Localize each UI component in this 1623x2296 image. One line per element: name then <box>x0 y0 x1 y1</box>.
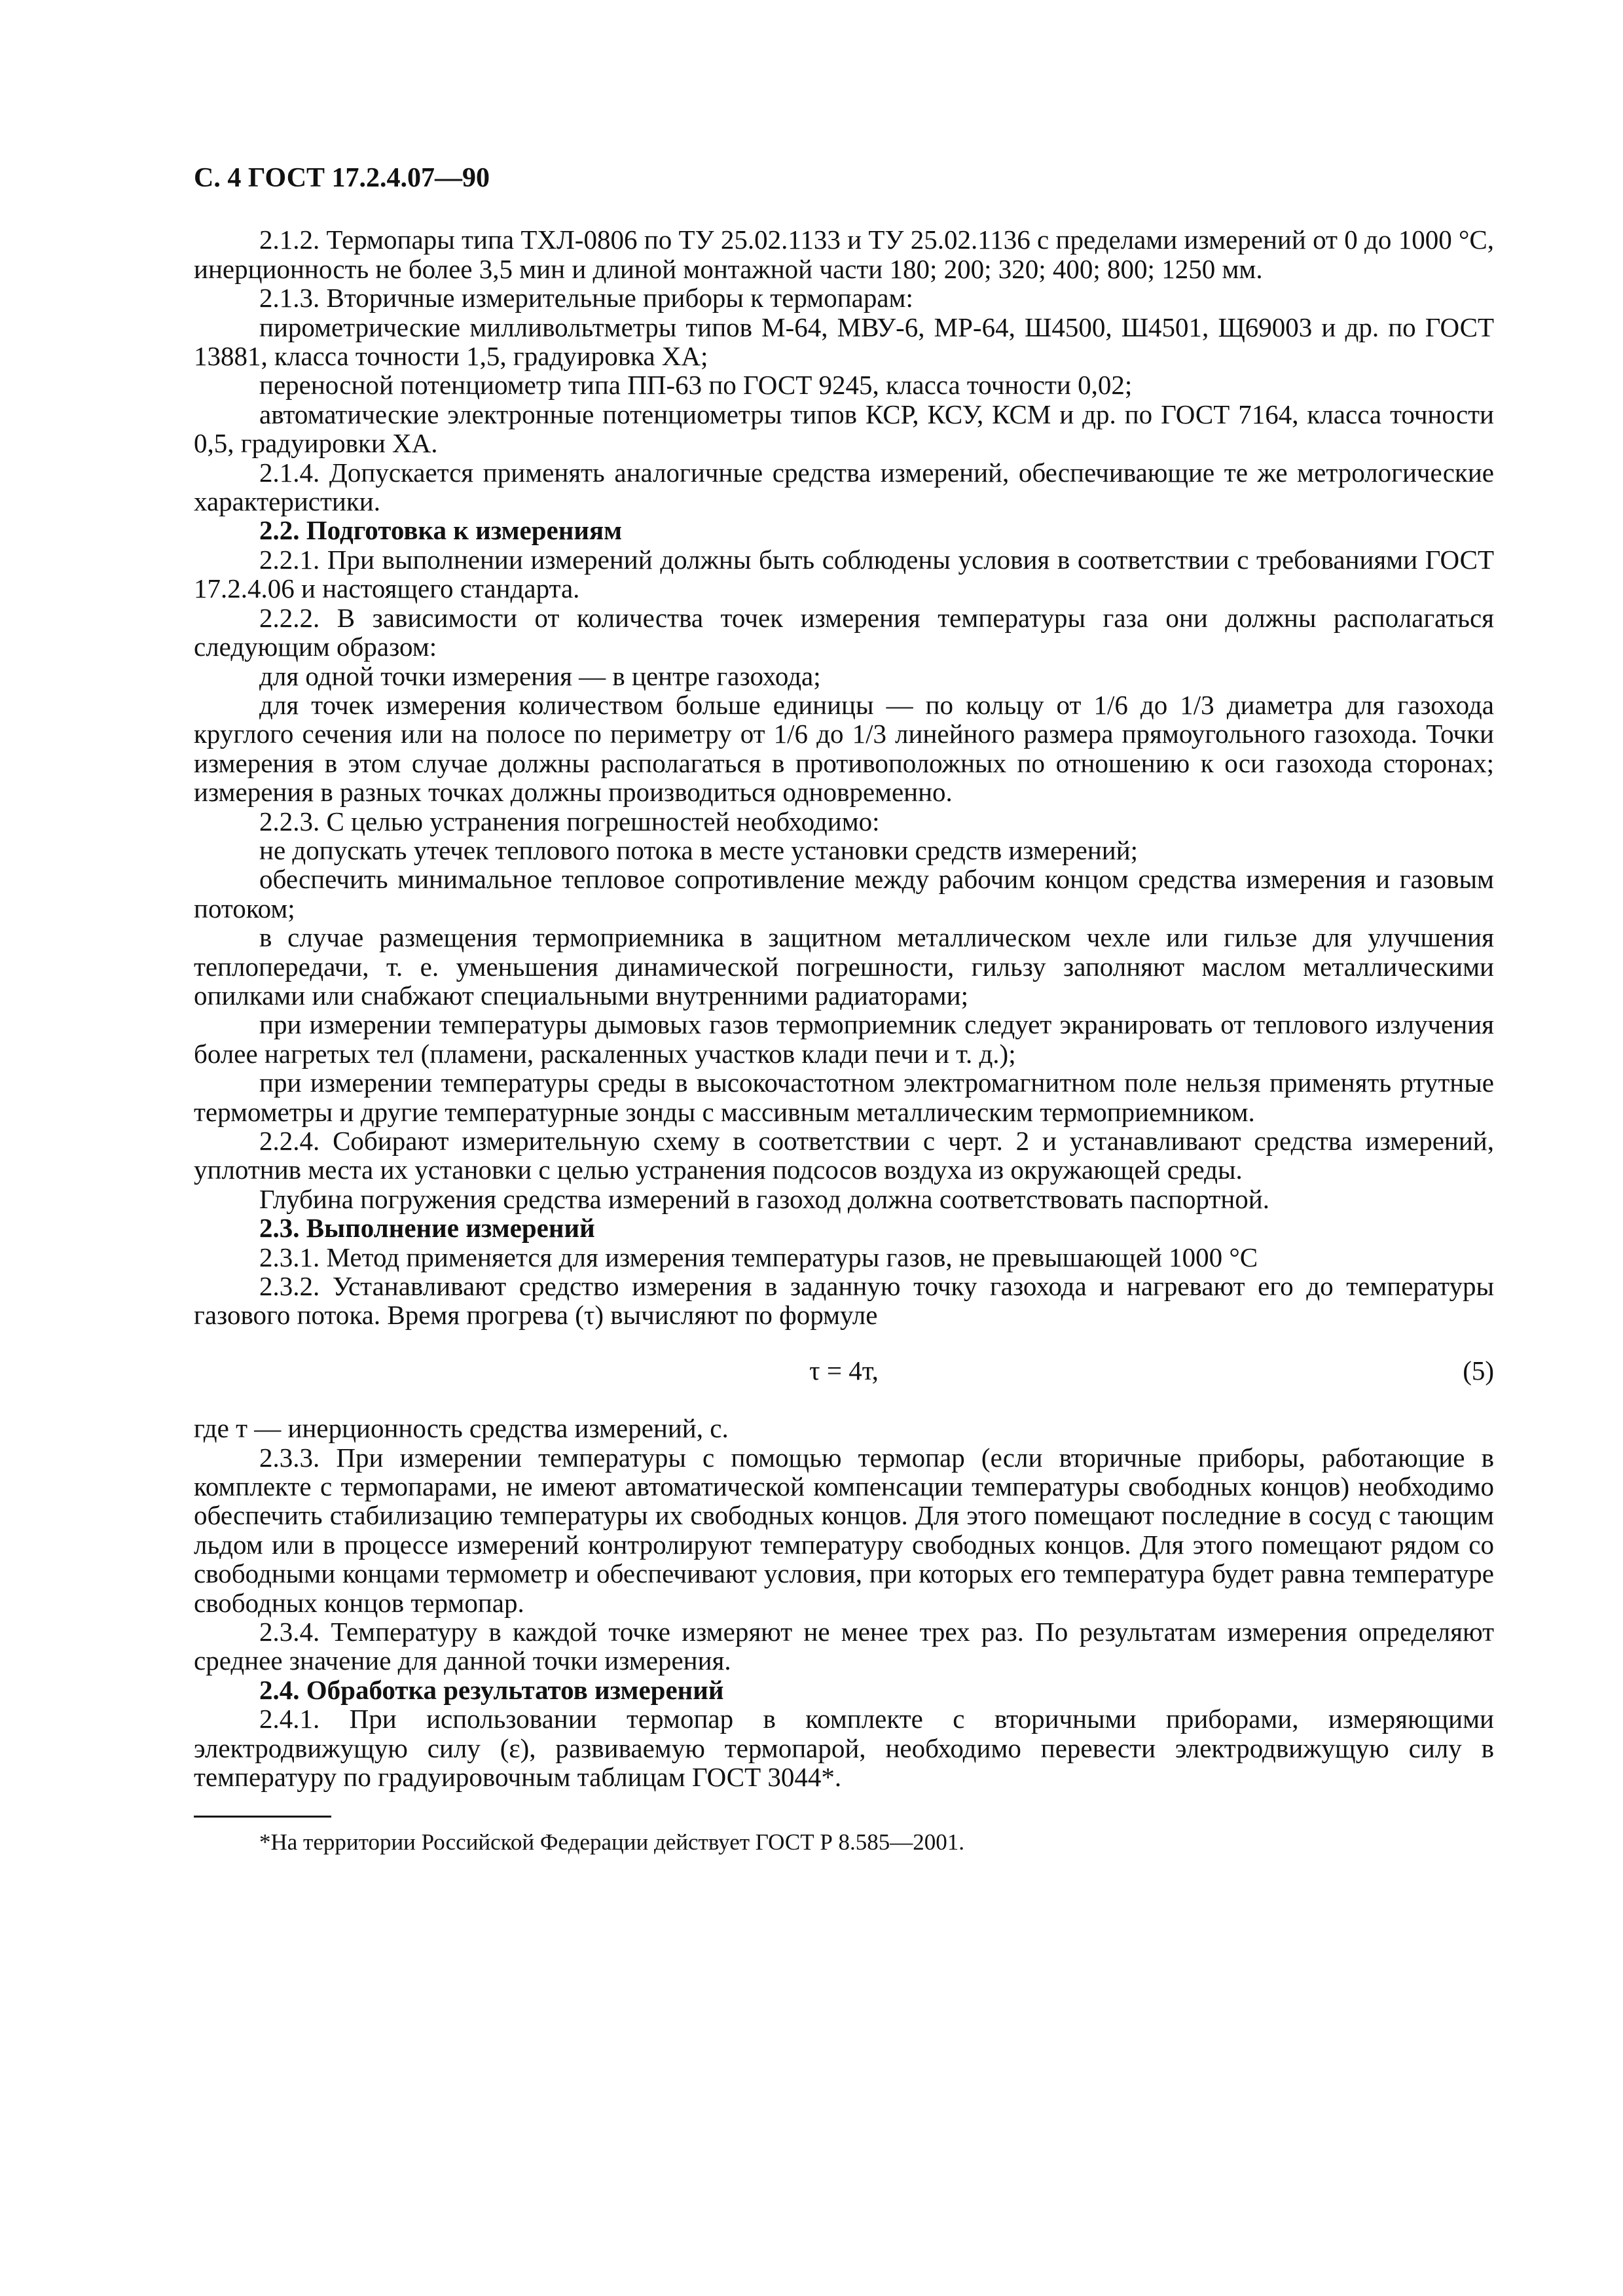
para-2-1-3-b: переносной потенциометр типа ПП-63 по ГОСТ 9245, класса точности 0,02; <box>259 370 1133 401</box>
para-2-1-3-c: автоматические электронные потенциометры типов КСР, КСУ, КСМ и др. по ГОСТ 7164, класса точности 0,5, градуировки ХА. <box>194 399 1494 459</box>
para-2-2-4: 2.2.4. Собирают измерительную схему в соответствии с черт. 2 и устанавливают средства измерений, уплотнив места их установки с целью устранения подсосов воздуха из окружающей среды. <box>194 1126 1494 1185</box>
document-body <box>194 225 1494 1791</box>
footnote: *На территории Российской Федерации действует ГОСТ Р 8.585—2001. <box>259 1829 965 1855</box>
footnote-divider <box>194 1816 331 1818</box>
para-2-1-3: 2.1.3. Вторичные измерительные приборы к термопарам: <box>259 283 913 314</box>
para-2-2-2: 2.2.2. В зависимости от количества точек измерения температуры газа они должны располагаться следующим образом: <box>194 602 1494 662</box>
para-2-2-3: 2.2.3. С целью устранения погрешностей необходимо: <box>259 806 880 836</box>
para-where: где т — инерционность средства измерений, с. <box>194 1413 729 1444</box>
document-page <box>194 164 1494 1856</box>
para-2-2-3-b: обеспечить минимальное тепловое сопротивление между рабочим концом средства измерения и газовым потоком; <box>194 864 1494 924</box>
para-2-4-1: 2.4.1. При использовании термопар в комплекте с вторичными приборами, измеряющими электродвижущую силу (ε), развиваемую термопарой, необходимо перевести электродвижущую силу в температуру по градуировочным таблицам ГОСТ 3044*. <box>194 1704 1494 1793</box>
formula-expression: τ = 4т, <box>809 1355 879 1386</box>
para-2-2-3-d: при измерении температуры дымовых газов термоприемник следует экранировать от теплового излучения более нагретых тел (пламени, раскаленных участков клади печи и т. д.); <box>194 1009 1494 1069</box>
para-2-1-4: 2.1.4. Допускается применять аналогичные средства измерений, обеспечивающие те же метрологические характеристики. <box>194 457 1494 517</box>
para-2-3-1: 2.3.1. Метод применяется для измерения температуры газов, не превышающей 1000 °С <box>259 1242 1258 1272</box>
heading-2-4: 2.4. Обработка результатов измерений <box>259 1674 724 1705</box>
formula-number: (5) <box>1463 1355 1494 1386</box>
heading-2-3: 2.3. Выполнение измерений <box>259 1213 595 1244</box>
para-2-2-2-b: для точек измерения количеством больше единицы — по кольцу от 1/6 до 1/3 диаметра для газохода круглого сечения или на полосе по периметру от 1/6 до 1/3 линейного размера прямоугольного газохода. Точки измерения в этом случае должны располагаться в противоположных по отношению к оси газохода сторонах; измерения в разных точках должны производиться одновременно. <box>194 689 1494 808</box>
para-2-2-4-a: Глубина погружения средства измерений в газоход должна соответствовать паспортной. <box>259 1183 1269 1214</box>
para-2-2-2-a: для одной точки измерения — в центре газохода; <box>259 660 821 691</box>
para-2-2-1: 2.2.1. При выполнении измерений должны быть соблюдены условия в соответствии с требованиями ГОСТ 17.2.4.06 и настоящего стандарта. <box>194 544 1494 604</box>
heading-2-2: 2.2. Подготовка к измерениям <box>259 515 623 546</box>
para-2-1-2: 2.1.2. Термопары типа ТХЛ-0806 по ТУ 25.02.1133 и ТУ 25.02.1136 с пределами измерений от 0 до 1000 °С, инерционность не более 3,5 мин и длиной монтажной части 180; 200; 320; 400; 800; 1250 мм. <box>194 224 1494 284</box>
para-2-2-3-a: не допускать утечек теплового потока в месте установки средств измерений; <box>259 834 1139 865</box>
page-header: С. 4 ГОСТ 17.2.4.07—90 <box>194 163 490 193</box>
para-2-3-2: 2.3.2. Устанавливают средство измерения в заданную точку газохода и нагревают его до температуры газового потока. Время прогрева (τ) вычисляют по формуле <box>194 1271 1494 1331</box>
formula-5 <box>194 1356 1494 1385</box>
para-2-3-3: 2.3.3. При измерении температуры с помощью термопар (если вторичные приборы, работающие в комплекте с термопарами, не имеют автоматической компенсации температуры свободных концов) необходимо обеспечить стабилизацию температуры их свободных концов. Для этого помещают последние в сосуд с тающим льдом или в процессе измерений контролируют температуру свободных концов. Для этого помещают рядом со свободными концами термометр и обеспечивают условия, при которых его температура будет равна температуре свободных концов термопар. <box>194 1442 1494 1618</box>
para-2-3-4: 2.3.4. Температуру в каждой точке измеряют не менее трех раз. По результатам измерения определяют среднее значение для данной точки измерения. <box>194 1617 1494 1676</box>
para-2-1-3-a: пирометрические милливольтметры типов М-64, МВУ-6, МР-64, Ш4500, Ш4501, Щ69003 и др. по ГОСТ 13881, класса точности 1,5, градуировка ХА; <box>194 312 1494 372</box>
para-2-2-3-c: в случае размещения термоприемника в защитном металлическом чехле или гильзе для улучшения теплопередачи, т. е. уменьшения динамической погрешности, гильзу заполняют маслом металлическими опилками или снабжают специальными внутренними радиаторами; <box>194 922 1494 1011</box>
para-2-2-3-e: при измерении температуры среды в высокочастотном электромагнитном поле нельзя применять ртутные термометры и другие температурные зонды с массивным металлическим термоприемником. <box>194 1067 1494 1127</box>
